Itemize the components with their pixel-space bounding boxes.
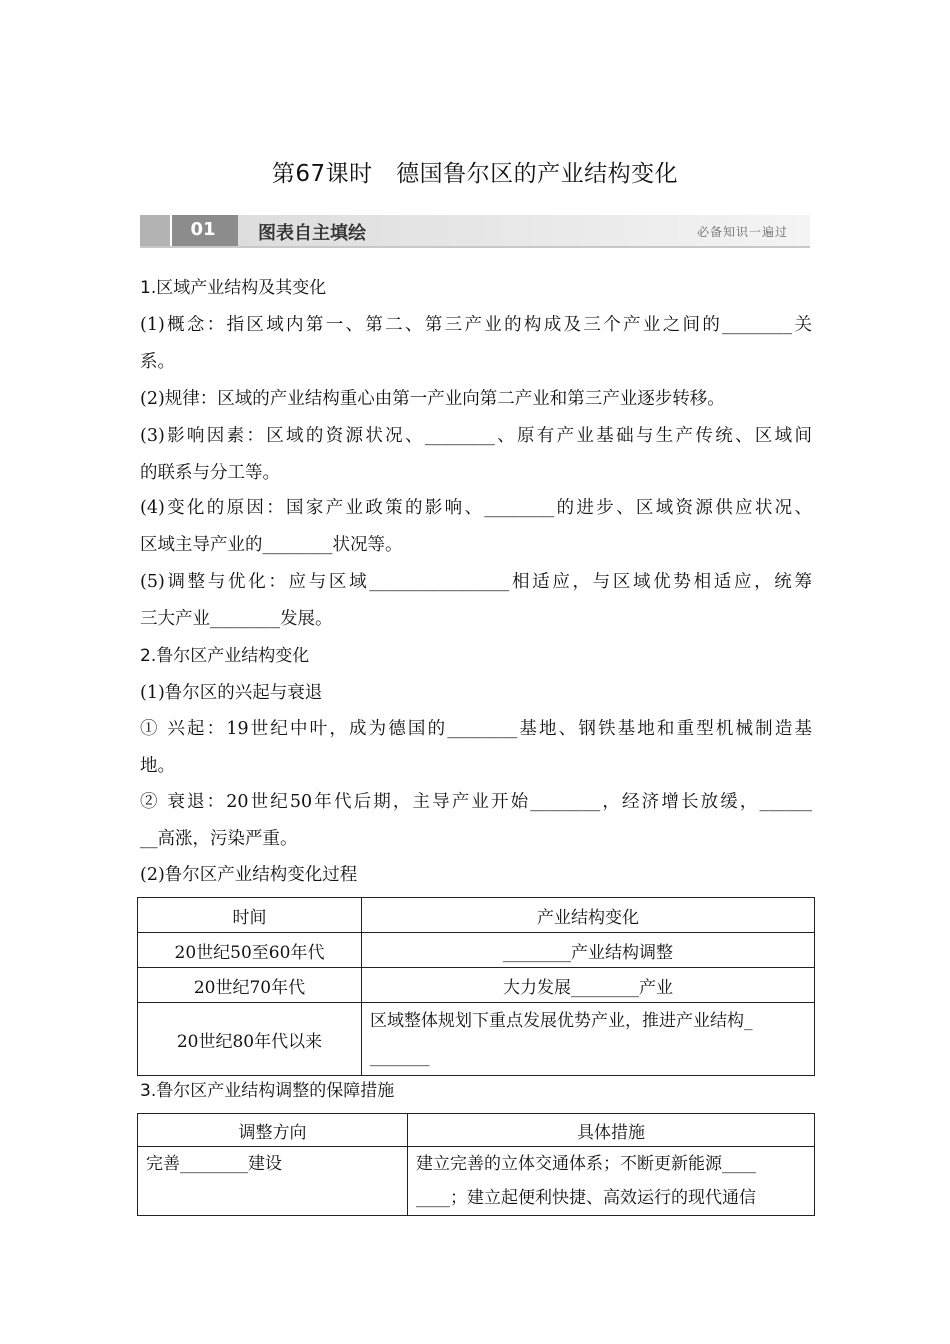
table-cell-direction: 完善________建设 [138,1147,408,1216]
measures-table [137,1113,815,1216]
section2-rise-line2: 地。 [140,756,175,776]
table-cell-measure-line1: 建立完善的立体交通体系；不断更新能源____ [416,1154,756,1174]
table-row [138,968,815,1003]
page-title: 第67课时 德国鲁尔区的产业结构变化 [271,161,679,187]
table-header-row [138,1114,815,1147]
section1-item3-line2: 的联系与分工等。 [140,463,280,483]
table-header: 时间 [138,898,362,933]
section2-sub1: (1)鲁尔区的兴起与衰退 [140,683,323,703]
table-cell-time: 20世纪50至60年代 [138,933,362,968]
section1-item4-line1: (4)变化的原因：国家产业政策的影响、________的进步、区域资源供应状况、 [140,498,812,518]
table-header-row [138,898,815,933]
section1-item5-line2: 三大产业________发展。 [140,609,333,629]
table-cell-change-line2: _______ [370,1047,430,1067]
banner-subtitle: 必备知识一遍过 [696,225,788,239]
banner-left-block [140,215,170,246]
section1-heading: 1.区域产业结构及其变化 [140,278,327,298]
section-banner [140,215,810,246]
table-row [138,933,815,968]
banner-number: 01 [190,219,216,240]
section1-item3-line1: (3)影响因素：区域的资源状况、________、原有产业基础与生产传统、区域间 [140,426,812,446]
section1-item2: (2)规律：区域的产业结构重心由第一产业向第二产业和第三产业逐步转移。 [140,389,725,409]
section1-item4-line2: 区域主导产业的________状况等。 [140,535,403,555]
table-cell-change: ________产业结构调整 [362,933,815,968]
section2-decline-line2: __高涨，污染严重。 [140,829,298,849]
section2-decline-line1: ② 衰退：20世纪50年代后期，主导产业开始________，经济增长放缓，______ [140,792,812,812]
table-row [138,1147,815,1216]
table-header: 调整方向 [138,1114,408,1147]
section2-sub2: (2)鲁尔区产业结构变化过程 [140,865,358,885]
section3-heading: 3.鲁尔区产业结构调整的保障措施 [140,1081,395,1101]
table-cell-change-line1: 区域整体规划下重点发展优势产业，推进产业结构_ [370,1011,753,1031]
table-cell-change: 大力发展________产业 [362,968,815,1003]
section2-heading: 2.鲁尔区产业结构变化 [140,646,310,666]
section2-rise-line1: ① 兴起：19世纪中叶，成为德国的________基地、钢铁基地和重型机械制造基 [140,719,812,739]
table-cell-change [362,1003,815,1076]
section1-item1-line1: (1)概念：指区域内第一、第二、第三产业的构成及三个产业之间的________关 [140,315,812,335]
section1-item1-line2: 系。 [140,352,175,372]
industry-change-table [137,897,815,1076]
table-cell-measure-line2: ____；建立起便利快捷、高效运行的现代通信 [416,1188,756,1208]
section1-item5-line1: (5)调整与优化：应与区域________________相适应，与区域优势相适应，统筹 [140,572,812,592]
banner-title: 图表自主填绘 [258,223,366,244]
table-cell-time: 20世纪70年代 [138,968,362,1003]
table-header: 具体措施 [408,1114,815,1147]
table-row [138,1003,815,1076]
banner-underline [140,246,810,248]
table-cell-time: 20世纪80年代以来 [138,1003,362,1076]
table-header: 产业结构变化 [362,898,815,933]
table-cell-measure [408,1147,815,1216]
